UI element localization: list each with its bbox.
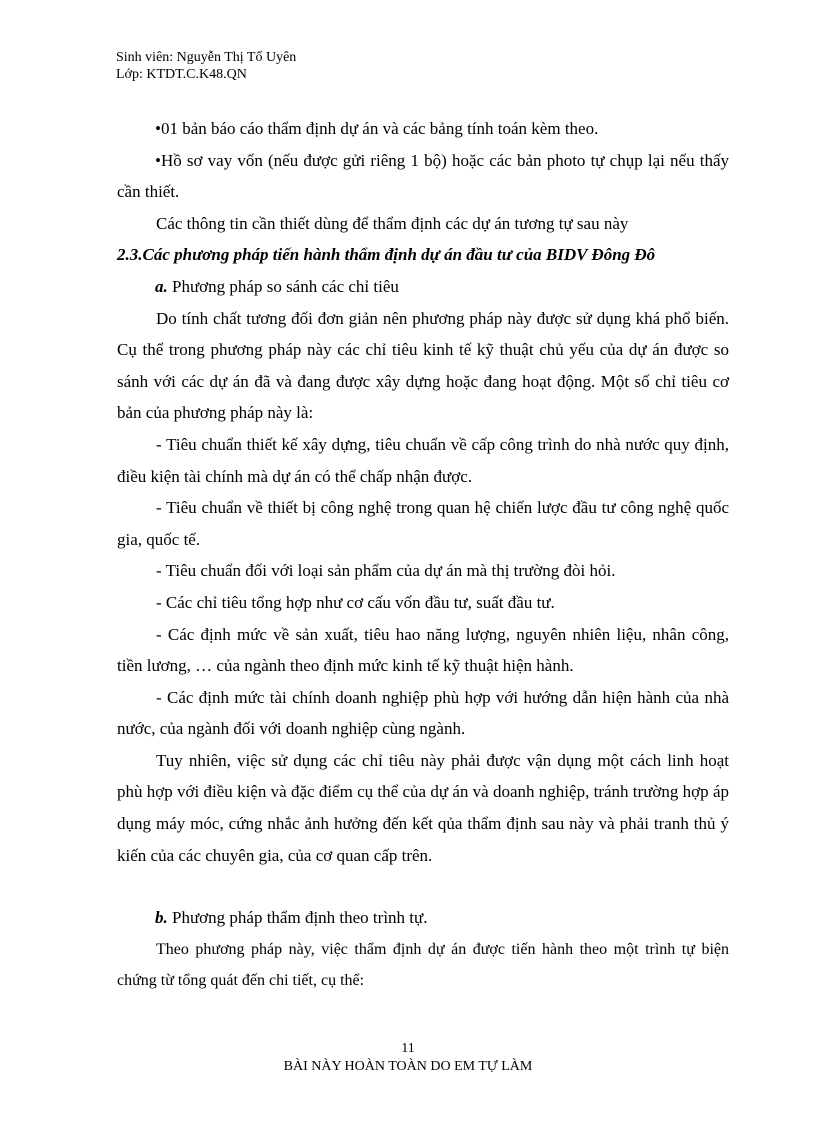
paragraph: Tuy nhiên, việc sử dụng các chỉ tiêu này phải được vận dụng một cách linh hoạt phù hợp với điều kiện và đặc điểm cụ thể của dự án và doanh nghiệp, tránh trường hợp áp dụng máy móc, cứng nhắc ảnh hưởng đến kết qủa thẩm định sau này và phải tranh thủ ý kiến của các chuyên gia, của cơ quan cấp trên. (117, 750, 729, 865)
paragraph: Do tính chất tương đối đơn giản nên phương pháp này được sử dụng khá phổ biến. Cụ thể trong phương pháp này các chỉ tiêu kinh tế kỹ thuật chủ yếu của dự án được so sánh với các dự án đã và đang được xây dựng hoặc đang hoạt động. Một số chỉ tiêu cơ bản của phương pháp này là: (117, 308, 729, 423)
list-item: - Các định mức tài chính doanh nghiệp phù hợp với hướng dẫn hiện hành của nhà nước, của ngành đối với doanh nghiệp cùng ngành. (117, 687, 729, 739)
bullet-item: •Hồ sơ vay vốn (nếu được gửi riêng 1 bộ) hoặc các bản photo tự chụp lại nếu thấy cần thiết. (117, 150, 729, 202)
page-number: 11 (401, 1041, 415, 1056)
subsection-title: Phương pháp so sánh các chỉ tiêu (172, 276, 399, 296)
list-item: - Các chỉ tiêu tổng hợp như cơ cấu vốn đầu tư, suất đầu tư. (156, 592, 555, 612)
document-body (117, 113, 729, 997)
subsection-label: b. (155, 908, 168, 928)
subsection-b-heading (117, 902, 729, 934)
subsection-a-heading (117, 271, 729, 303)
student-name: Sinh viên: Nguyễn Thị Tố Uyên (116, 50, 297, 65)
list-item: - Tiêu chuẩn về thiết bị công nghệ trong quan hệ chiến lược đầu tư công nghệ quốc gia, quốc tế. (117, 498, 729, 549)
list-item: - Tiêu chuẩn thiết kế xây dựng, tiêu chuẩn về cấp công trình do nhà nước quy định, điều kiện tài chính mà dự án có thể chấp nhận được. (117, 434, 729, 486)
subsection-title: Phương pháp thẩm định theo trình tự. (172, 908, 428, 928)
page-header (116, 49, 296, 83)
class-name: Lớp: KTDT.C.K48.QN (116, 67, 247, 82)
paragraph: Theo phương pháp này, việc thẩm định dự án được tiến hành theo một trình tự biện chứng từ tổng quát đến chi tiết, cụ thể: (117, 940, 729, 990)
paragraph: Các thông tin cần thiết dùng để thẩm định các dự án tương tự sau này (156, 213, 629, 233)
subsection-label: a. (155, 276, 168, 296)
list-item: - Các định mức về sản xuất, tiêu hao năng lượng, nguyên nhiên liệu, nhân công, tiền lương, … của ngành theo định mức kinh tế kỹ thuật hiện hành. (117, 624, 729, 676)
section-heading: 2.3.Các phương pháp tiến hành thẩm định dự án đầu tư của BIDV Đông Đô (117, 245, 656, 265)
list-item: - Tiêu chuẩn đối với loại sản phẩm của dự án mà thị trường đòi hỏi. (156, 561, 616, 581)
footer-note: BÀI NÀY HOÀN TOÀN DO EM TỰ LÀM (283, 1059, 533, 1074)
bullet-item: •01 bản báo cáo thẩm định dự án và các bảng tính toán kèm theo. (155, 119, 599, 138)
